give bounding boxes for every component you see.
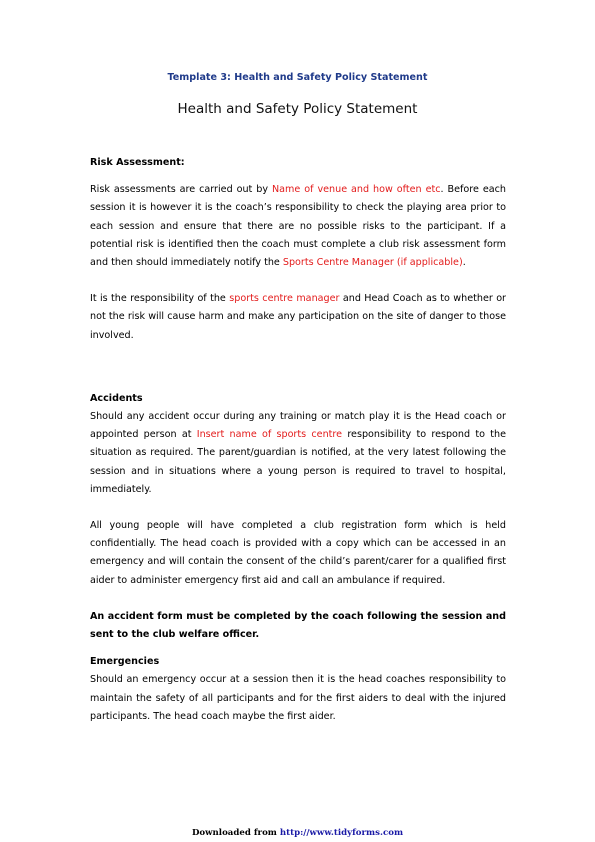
venue-placeholder: Name of venue and how often etc (272, 184, 441, 196)
sports-centre-manager-placeholder: sports centre manager (229, 293, 340, 305)
accidents-paragraph-1 (90, 408, 506, 499)
text-run: and Head Coach as to whether or not the risk will cause harm and make any participation on the site of danger to those involved. (90, 293, 507, 341)
sports-centre-placeholder: Insert name of sports centre (196, 429, 343, 441)
text-run: responsibility to respond to the situation as required. The parent/guardian is notified, at the very latest following the session and in situations where a young person is required to travel to hospital, immediately. (90, 429, 506, 495)
accidents-paragraph-2: All young people will have completed a club registration form which is held confidentially. The head coach is provided with a copy which can be accessed in an emergency and will contain the consent of the child’s parent/carer for a qualified first aider to administer emergency first aid and call an ambulance if required. (90, 520, 506, 586)
manager-placeholder: Sports Centre Manager (if applicable) (282, 257, 463, 269)
emergencies-heading: Emergencies (90, 656, 160, 668)
footer-link[interactable]: http://www.tidyforms.com (279, 828, 404, 838)
accident-form-note: An accident form must be completed by the coach following the session and sent to the club welfare officer. (90, 610, 506, 641)
risk-paragraph-2 (90, 290, 506, 345)
text-run: . (462, 257, 466, 269)
emergencies-paragraph: Should an emergency occur at a session then it is the head coaches responsibility to maintain the safety of all participants and for the first aiders to deal with the injured participants. The head coach maybe the first aider. (90, 674, 506, 722)
document-title: Health and Safety Policy Statement (177, 101, 418, 117)
text-run: Risk assessments are carried out by (90, 184, 272, 196)
document-body (90, 154, 506, 726)
risk-paragraph-1 (90, 181, 506, 272)
risk-assessment-heading: Risk Assessment: (90, 157, 185, 168)
text-run: It is the responsibility of the (90, 293, 230, 305)
footer-prefix: Downloaded from (191, 828, 280, 838)
download-footer (0, 828, 595, 838)
template-title: Template 3: Health and Safety Policy Statement (167, 72, 428, 83)
text-run: Should any accident occur during any training or match play it is the Head coach or appointed person at (90, 411, 506, 441)
accidents-heading: Accidents (90, 392, 143, 404)
text-run: . Before each session it is however it is the coach’s responsibility to check the playing area prior to each session and ensure that there are no possible risks to the participant. If a potential risk is identified then the coach must complete a club risk assessment form and then should immediately notify the (90, 184, 506, 269)
